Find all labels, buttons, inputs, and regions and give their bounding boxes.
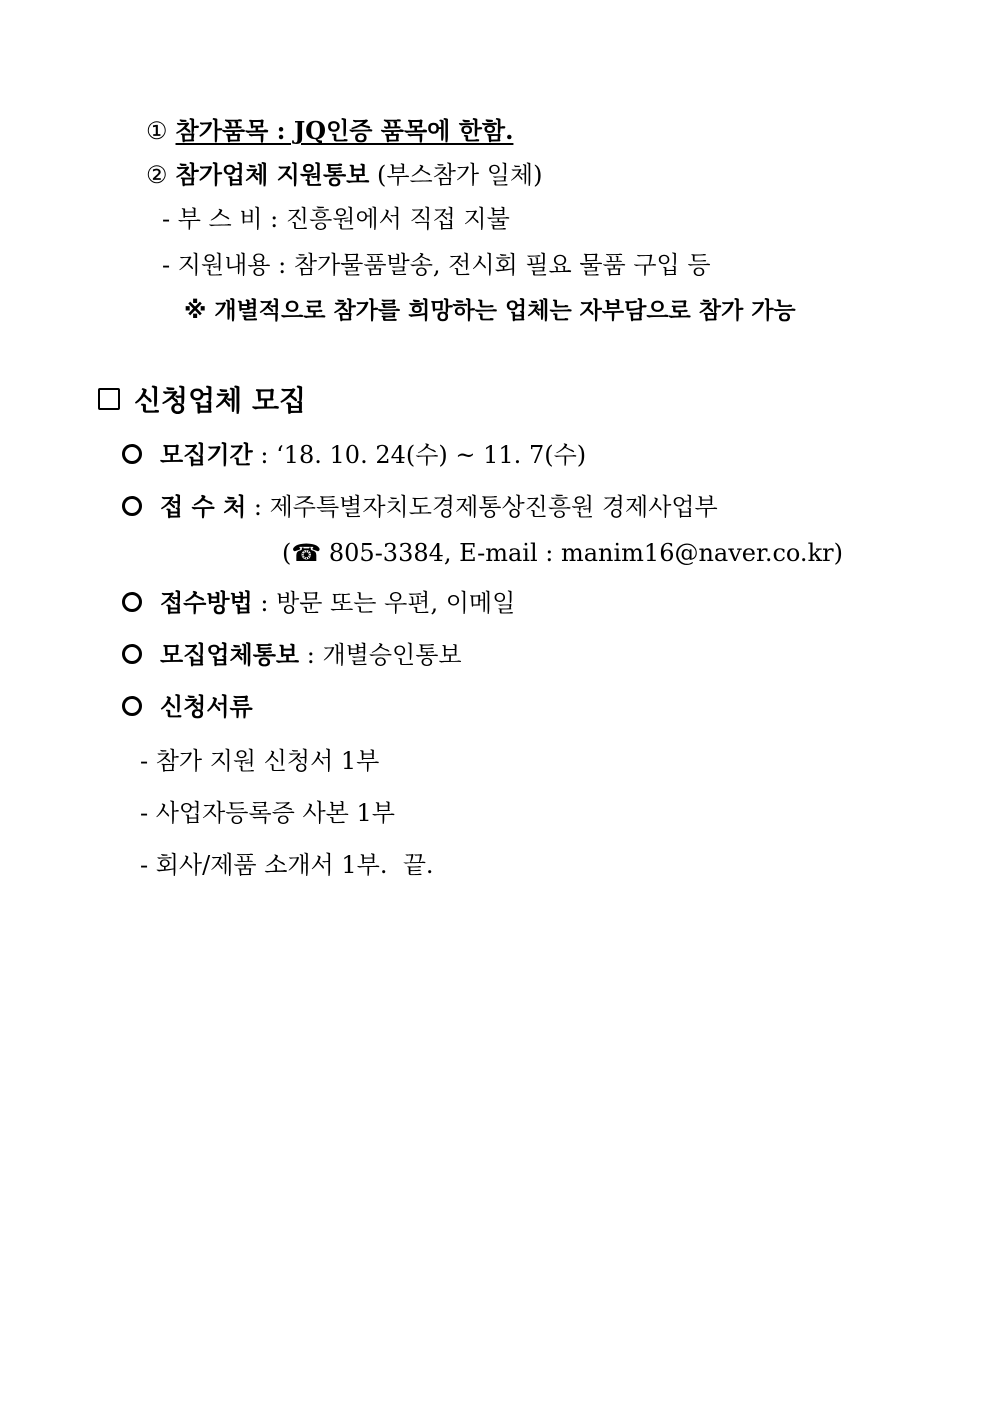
reception-row bbox=[122, 492, 718, 522]
booth-fee-line: - 부 스 비 : 진흥원에서 직접 지불 bbox=[162, 205, 510, 233]
docs-label: 신청서류 bbox=[160, 692, 253, 721]
section-title bbox=[98, 386, 306, 416]
period-row bbox=[122, 440, 586, 470]
reception-value: : 제주특별자치도경제통상진흥원 경제사업부 bbox=[253, 493, 718, 521]
bullet-circle-icon bbox=[122, 496, 142, 516]
item-1-marker: ① bbox=[146, 117, 168, 145]
note-line: ※ 개별적으로 참가를 희망하는 업체는 자부담으로 참가 가능 bbox=[184, 298, 796, 324]
period-label: 모집기간 bbox=[160, 440, 253, 469]
item-1-text: 참가품목 : JQ인증 품목에 한함. bbox=[175, 116, 514, 145]
docs-row bbox=[122, 692, 253, 722]
notice-row bbox=[122, 640, 462, 670]
method-value: : 방문 또는 우편, 이메일 bbox=[260, 589, 516, 617]
item-1 bbox=[146, 116, 513, 146]
bullet-circle-icon bbox=[122, 592, 142, 612]
bullet-circle-icon bbox=[122, 444, 142, 464]
bullet-circle-icon bbox=[122, 644, 142, 664]
bullet-circle-icon bbox=[122, 696, 142, 716]
notice-value: : 개별승인통보 bbox=[306, 641, 462, 669]
doc-item: - 참가 지원 신청서 1부 bbox=[140, 747, 380, 775]
notice-label: 모집업체통보 bbox=[160, 640, 300, 669]
method-label: 접수방법 bbox=[160, 588, 253, 617]
doc-item: - 회사/제품 소개서 1부. 끝. bbox=[140, 851, 434, 879]
section-title-text: 신청업체 모집 bbox=[134, 384, 307, 417]
item-2 bbox=[146, 160, 542, 190]
method-row bbox=[122, 588, 515, 618]
doc-item: - 사업자등록증 사본 1부 bbox=[140, 799, 395, 827]
reception-label: 접 수 처 bbox=[160, 492, 247, 521]
reception-contact: (☎ 805-3384, E-mail : manim16@naver.co.kr) bbox=[282, 539, 843, 567]
item-2-paren: (부스참가 일체) bbox=[376, 161, 543, 189]
item-2-marker: ② bbox=[146, 161, 168, 189]
support-line: - 지원내용 : 참가물품발송, 전시회 필요 물품 구입 등 bbox=[162, 251, 711, 279]
period-value: : ‘18. 10. 24(수) ~ 11. 7(수) bbox=[260, 441, 587, 469]
checkbox-square-icon bbox=[98, 388, 120, 410]
item-2-title: 참가업체 지원통보 bbox=[175, 160, 370, 189]
